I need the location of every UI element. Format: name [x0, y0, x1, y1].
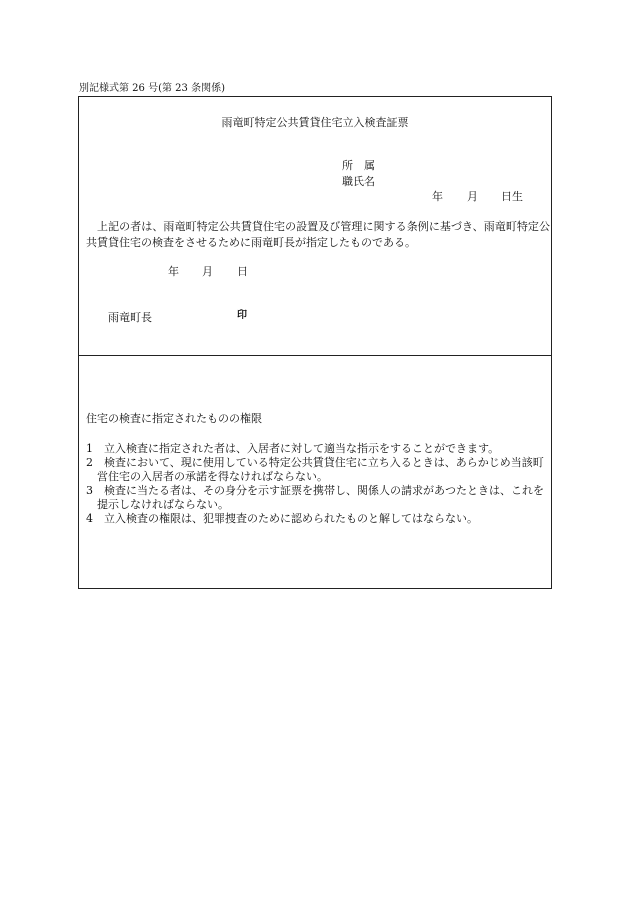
authority-item: 4 立入検査の権限は、犯罪捜査のために認められたものと解してはならない。: [86, 512, 478, 525]
affiliation-label: 所 属: [342, 159, 375, 172]
form-number-label: 別記様式第 26 号(第 23 条関係): [79, 83, 225, 94]
certificate-body-text: 上記の者は、雨竜町特定公共賃貸住宅の設置及び管理に関する条例に基づき、雨竜町特定公共賃貸住宅の検査をさせるために雨竜町長が指定したものである。: [86, 220, 550, 249]
certificate-title: 雨竜町特定公共賃貸住宅立入検査証票: [221, 116, 409, 129]
birth-day-label: 日生: [501, 190, 523, 203]
authority-item: 1 立入検査に指定された者は、入居者に対して適当な指示をすることができます。: [86, 442, 500, 455]
authority-list: [86, 442, 552, 526]
issue-year-label: 年: [168, 265, 179, 278]
authority-item: 3 検査に当たる者は、その身分を示す証票を携帯し、関係人の請求があつたときは、これを提示しなければならない。: [86, 484, 544, 511]
authority-item: 2 検査において、現に使用している特定公共賃貸住宅に立ち入るときは、あらかじめ当該町営住宅の入居者の承諾を得なければならない。: [86, 456, 544, 483]
inspection-certificate-form: [78, 96, 552, 589]
birth-month-label: 月: [467, 190, 478, 203]
issue-day-label: 日: [237, 265, 248, 278]
birth-year-label: 年: [432, 190, 443, 203]
name-label: 職氏名: [342, 175, 375, 188]
authority-heading: 住宅の検査に指定されたものの権限: [86, 412, 262, 425]
seal-mark: 印: [237, 310, 247, 321]
issue-month-label: 月: [202, 265, 213, 278]
issuer-label: 雨竜町長: [108, 311, 152, 324]
section-divider: [79, 355, 551, 356]
